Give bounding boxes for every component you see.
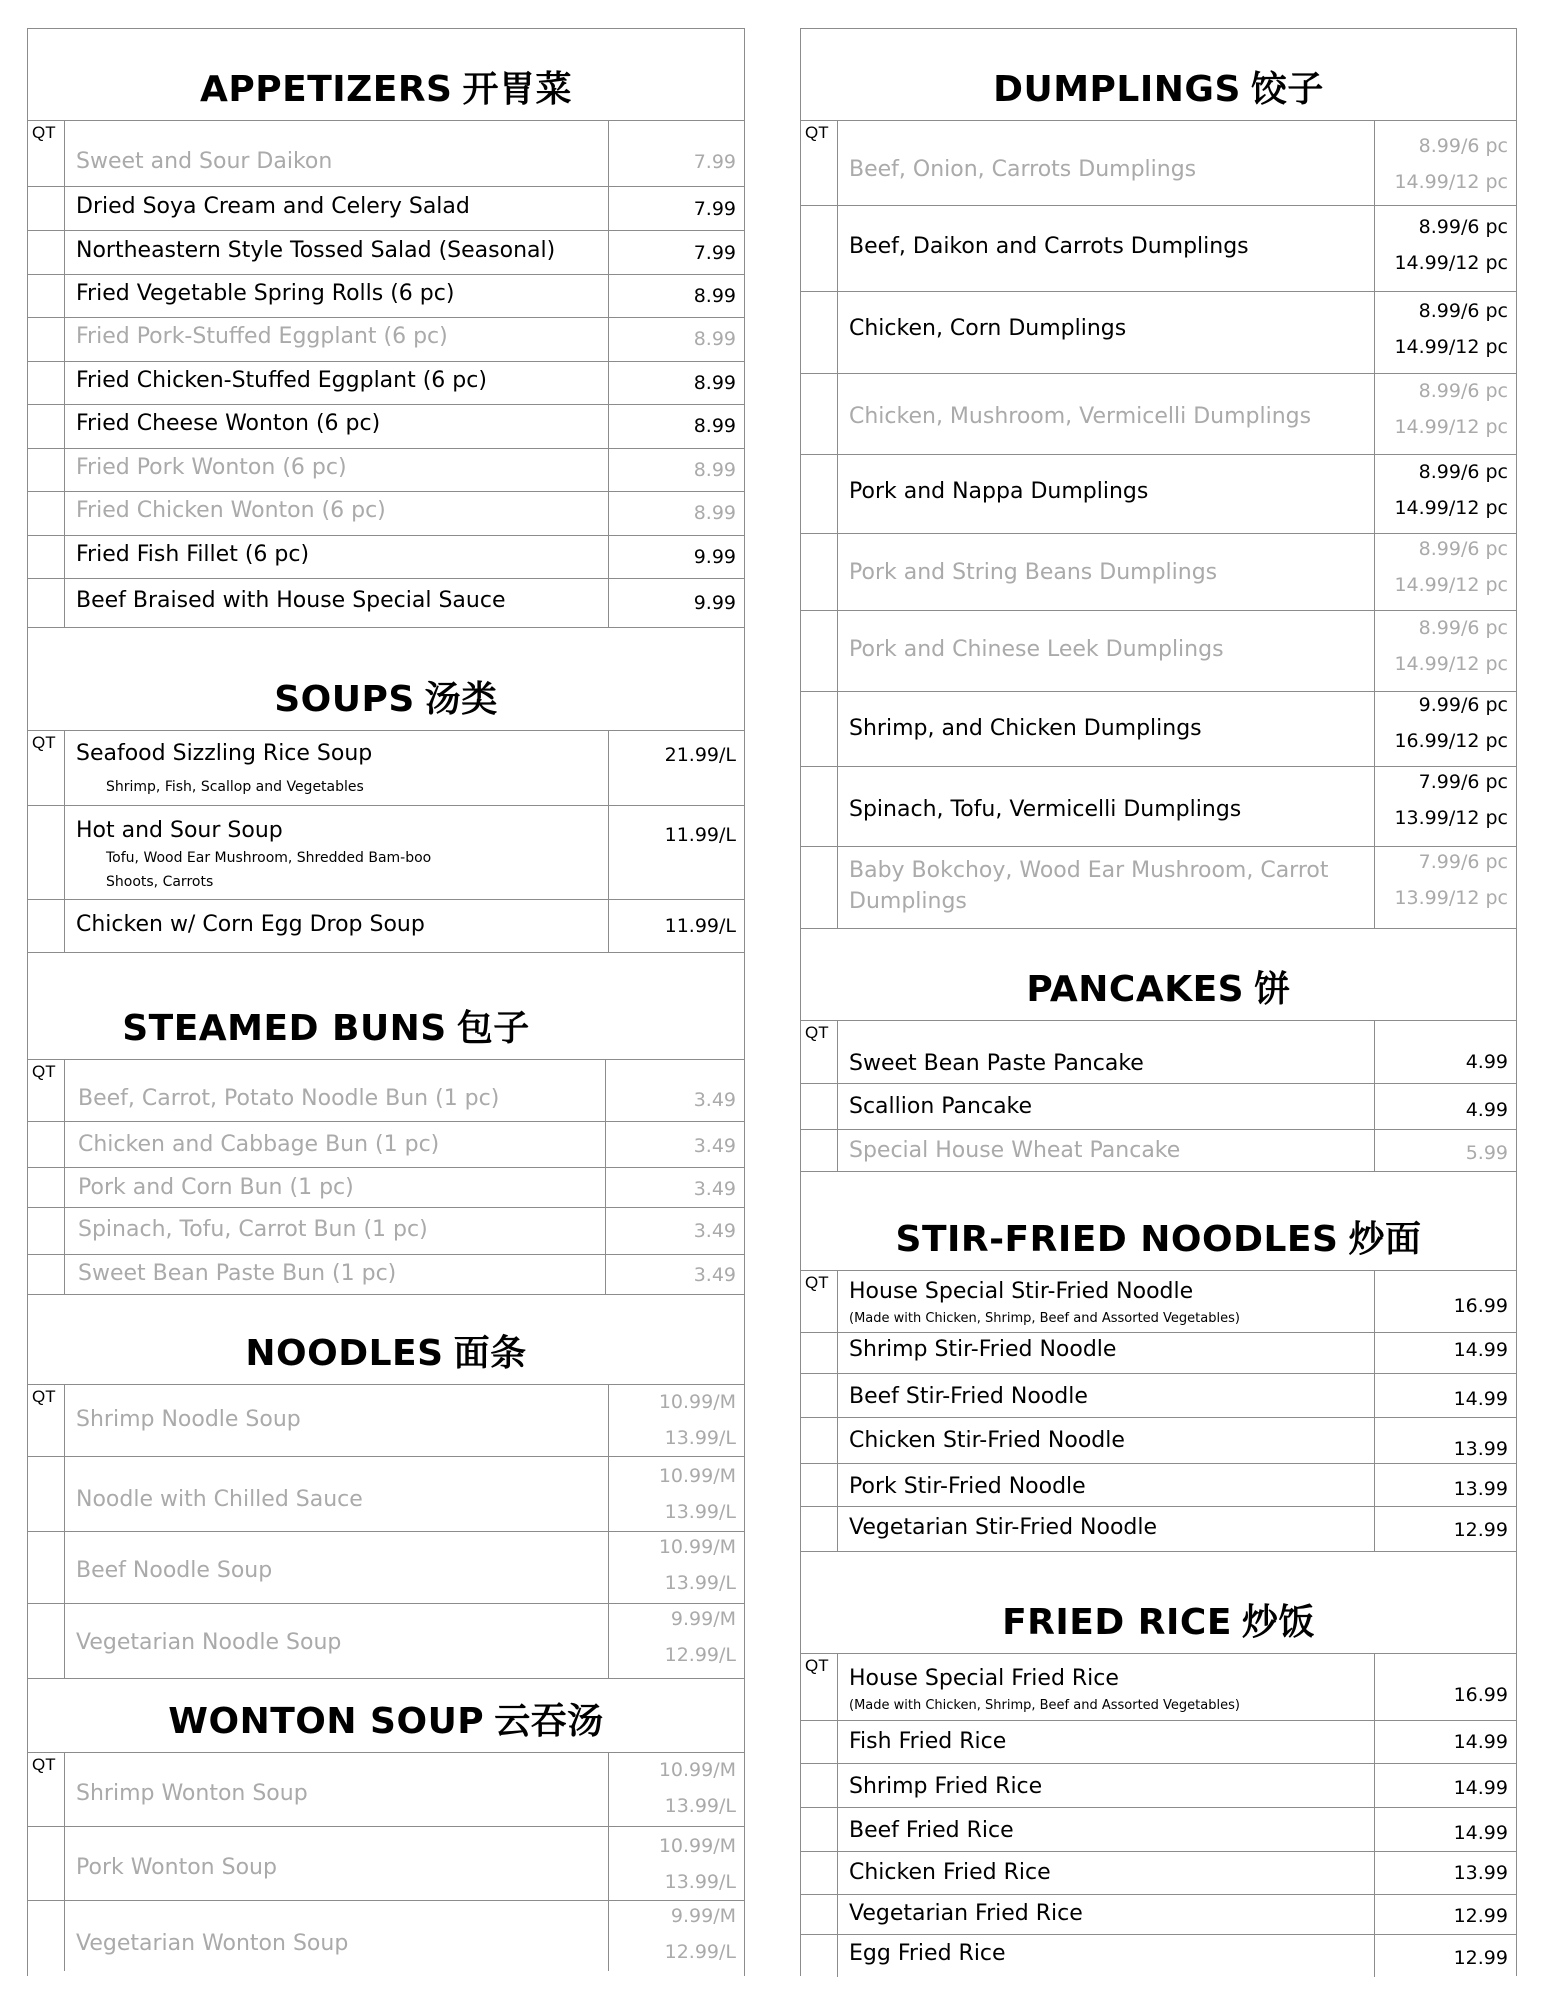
menu-item[interactable]	[801, 455, 1516, 534]
section-title: SOUPS 汤类	[274, 679, 498, 720]
section-header	[801, 929, 1516, 1021]
menu-item[interactable]	[801, 611, 1516, 692]
menu-item[interactable]	[801, 1721, 1516, 1764]
item-name: Spinach, Tofu, Vermicelli Dumplings	[849, 797, 1242, 822]
item-name: Fried Fish Fillet (6 pc)	[76, 542, 310, 567]
menu-item[interactable]	[28, 1255, 744, 1294]
item-price-6pc: 7.99/6 pc	[1418, 771, 1508, 793]
item-price-large: 13.99/L	[664, 1572, 736, 1594]
menu-item[interactable]	[28, 362, 744, 405]
menu-column-right	[800, 28, 1517, 1976]
item-name: Pork and Corn Bun (1 pc)	[78, 1175, 354, 1200]
menu-item[interactable]	[28, 1208, 744, 1255]
item-price: 8.99	[693, 415, 736, 437]
item-name: Seafood Sizzling Rice Soup	[76, 741, 373, 766]
item-price-medium: 10.99/M	[658, 1759, 736, 1781]
section-noodles	[28, 1295, 744, 1679]
item-name: Shrimp Noodle Soup	[76, 1407, 301, 1432]
item-price-6pc: 8.99/6 pc	[1418, 617, 1508, 639]
section-title: NOODLES 面条	[245, 1333, 527, 1374]
menu-item[interactable]	[28, 405, 744, 449]
item-table	[28, 1753, 744, 1971]
qt-label: QT	[32, 1387, 56, 1406]
item-name: Shrimp Stir-Fried Noodle	[849, 1337, 1117, 1362]
menu-item[interactable]	[801, 1374, 1516, 1418]
menu-item[interactable]	[801, 847, 1516, 928]
menu-item[interactable]	[28, 1604, 744, 1678]
qt-label: QT	[32, 733, 56, 752]
item-price-12pc: 13.99/12 pc	[1394, 887, 1508, 909]
section-fried-rice	[801, 1552, 1516, 1977]
section-steamed-buns	[28, 953, 744, 1295]
item-price-6pc: 8.99/6 pc	[1418, 380, 1508, 402]
item-name: Vegetarian Stir-Fried Noodle	[849, 1515, 1158, 1540]
section-header	[28, 628, 744, 731]
item-name: Chicken and Cabbage Bun (1 pc)	[78, 1132, 440, 1157]
item-price: 3.49	[693, 1264, 736, 1286]
menu-item[interactable]	[801, 1654, 1516, 1721]
section-soups	[28, 628, 744, 953]
item-price-large: 12.99/L	[664, 1941, 736, 1963]
item-price-large: 13.99/L	[664, 1427, 736, 1449]
item-price-6pc: 8.99/6 pc	[1418, 538, 1508, 560]
item-price-12pc: 14.99/12 pc	[1394, 252, 1508, 274]
menu-item[interactable]	[801, 1464, 1516, 1507]
item-name: Beef, Daikon and Carrots Dumplings	[849, 234, 1249, 259]
item-price: 13.99	[1453, 1862, 1508, 1884]
item-price-12pc: 14.99/12 pc	[1394, 336, 1508, 358]
item-name: Beef Braised with House Special Sauce	[76, 588, 506, 613]
section-header	[28, 953, 744, 1060]
item-table	[801, 121, 1516, 928]
item-price-large: 12.99/L	[664, 1644, 736, 1666]
menu-item[interactable]	[28, 1122, 744, 1168]
menu-item[interactable]	[28, 536, 744, 579]
item-name: Pork Wonton Soup	[76, 1855, 277, 1880]
item-price-6pc: 8.99/6 pc	[1418, 216, 1508, 238]
item-table	[801, 1654, 1516, 1977]
menu-item[interactable]	[28, 187, 744, 231]
item-price-12pc: 14.99/12 pc	[1394, 497, 1508, 519]
section-title: WONTON SOUP 云吞汤	[168, 1701, 604, 1742]
item-price: 7.99	[693, 198, 736, 220]
item-price: 21.99/L	[664, 744, 736, 766]
item-name: Pork Stir-Fried Noodle	[849, 1474, 1086, 1499]
item-price: 14.99	[1453, 1822, 1508, 1844]
section-wonton-soup	[28, 1679, 744, 1971]
item-table	[28, 731, 744, 952]
menu-item[interactable]	[801, 1333, 1516, 1374]
item-price: 8.99	[693, 285, 736, 307]
qt-label: QT	[805, 1023, 829, 1042]
item-price: 13.99	[1453, 1438, 1508, 1460]
item-name: Fried Pork-Stuffed Eggplant (6 pc)	[76, 324, 448, 349]
item-price-medium: 10.99/M	[658, 1465, 736, 1487]
item-name: Chicken, Corn Dumplings	[849, 316, 1127, 341]
item-price: 13.99	[1453, 1478, 1508, 1500]
item-price-6pc: 8.99/6 pc	[1418, 135, 1508, 157]
item-price: 9.99	[693, 592, 736, 614]
menu-item[interactable]	[801, 1130, 1516, 1171]
menu-item[interactable]	[28, 1060, 744, 1122]
menu-item[interactable]	[28, 1532, 744, 1604]
item-description: (Made with Chicken, Shrimp, Beef and Assorted Vegetables)	[849, 1311, 1240, 1326]
item-table	[801, 1271, 1516, 1551]
item-name: Beef, Carrot, Potato Noodle Bun (1 pc)	[78, 1086, 500, 1111]
item-name: Sweet and Sour Daikon	[76, 149, 333, 174]
menu-item[interactable]	[801, 1021, 1516, 1084]
item-name: Pork and Nappa Dumplings	[849, 479, 1149, 504]
item-name: Shrimp, and Chicken Dumplings	[849, 716, 1202, 741]
item-name: Sweet Bean Paste Pancake	[849, 1051, 1144, 1076]
item-price-medium: 10.99/M	[658, 1536, 736, 1558]
menu-item[interactable]	[801, 121, 1516, 206]
menu-item[interactable]	[28, 806, 744, 900]
item-price: 4.99	[1465, 1099, 1508, 1121]
item-price-12pc: 14.99/12 pc	[1394, 574, 1508, 596]
section-header	[801, 1172, 1516, 1271]
menu-item[interactable]	[801, 1507, 1516, 1551]
item-price-12pc: 13.99/12 pc	[1394, 807, 1508, 829]
item-name: Beef Fried Rice	[849, 1818, 1014, 1843]
item-name: Northeastern Style Tossed Salad (Seasonal)	[76, 238, 556, 263]
item-description: Shrimp, Fish, Scallop and Vegetables	[106, 779, 364, 795]
section-title: APPETIZERS 开胃菜	[199, 69, 573, 110]
item-price-large: 13.99/L	[664, 1501, 736, 1523]
menu-item[interactable]	[28, 1385, 744, 1457]
menu-item[interactable]	[28, 1168, 744, 1208]
qt-label: QT	[32, 1062, 56, 1081]
item-name: Special House Wheat Pancake	[849, 1138, 1181, 1163]
item-name: Fish Fried Rice	[849, 1729, 1007, 1754]
item-table	[28, 1385, 744, 1678]
menu-item[interactable]	[28, 492, 744, 536]
menu-item[interactable]	[801, 1418, 1516, 1464]
item-name: Noodle with Chilled Sauce	[76, 1487, 363, 1512]
item-price: 3.49	[693, 1089, 736, 1111]
item-description: Tofu, Wood Ear Mushroom, Shredded Bam-boo Shoots, Carrots	[106, 850, 432, 890]
item-price: 12.99	[1453, 1519, 1508, 1541]
section-header	[801, 1552, 1516, 1654]
section-title: FRIED RICE 炒饭	[1002, 1602, 1315, 1643]
qt-label: QT	[32, 1755, 56, 1774]
item-price-large: 13.99/L	[664, 1871, 736, 1893]
section-pancakes	[801, 929, 1516, 1172]
qt-label: QT	[805, 1273, 829, 1292]
item-name: Chicken, Mushroom, Vermicelli Dumplings	[849, 404, 1312, 429]
item-name: Fried Cheese Wonton (6 pc)	[76, 411, 381, 436]
menu-item[interactable]	[801, 1084, 1516, 1130]
menu-item[interactable]	[28, 449, 744, 492]
item-price-6pc: 8.99/6 pc	[1418, 461, 1508, 483]
section-header	[28, 29, 744, 121]
item-name: Pork and String Beans Dumplings	[849, 560, 1218, 585]
item-name: House Special Fried Rice	[849, 1666, 1119, 1691]
menu-item[interactable]	[801, 206, 1516, 292]
section-title: PANCAKES 饼	[1026, 969, 1291, 1010]
item-price: 8.99	[693, 372, 736, 394]
section-title: DUMPLINGS 饺子	[993, 69, 1324, 110]
item-name: Egg Fried Rice	[849, 1941, 1006, 1966]
item-price: 3.49	[693, 1135, 736, 1157]
menu-item[interactable]	[28, 1457, 744, 1532]
item-price: 12.99	[1453, 1905, 1508, 1927]
item-name: Pork and Chinese Leek Dumplings	[849, 637, 1224, 662]
item-name: Shrimp Wonton Soup	[76, 1781, 308, 1806]
item-table	[801, 1021, 1516, 1171]
menu-item[interactable]	[28, 731, 744, 806]
menu-item[interactable]	[801, 692, 1516, 767]
item-name: Vegetarian Noodle Soup	[76, 1630, 342, 1655]
section-header	[28, 1679, 744, 1753]
item-name: Beef, Onion, Carrots Dumplings	[849, 157, 1197, 182]
item-name: Hot and Sour Soup	[76, 818, 283, 843]
section-header	[28, 1295, 744, 1385]
item-name: Chicken Stir-Fried Noodle	[849, 1428, 1125, 1453]
item-price-12pc: 14.99/12 pc	[1394, 171, 1508, 193]
item-price-large: 13.99/L	[664, 1795, 736, 1817]
menu-item[interactable]	[28, 121, 744, 187]
section-stir-fried-noodles	[801, 1172, 1516, 1552]
section-header	[801, 29, 1516, 121]
item-price: 14.99	[1453, 1731, 1508, 1753]
item-price: 9.99	[693, 546, 736, 568]
section-dumplings	[801, 29, 1516, 929]
item-price: 3.49	[693, 1178, 736, 1200]
item-price: 12.99	[1453, 1947, 1508, 1969]
item-name: Shrimp Fried Rice	[849, 1774, 1043, 1799]
item-name: Vegetarian Fried Rice	[849, 1901, 1083, 1926]
item-price-6pc: 8.99/6 pc	[1418, 300, 1508, 322]
item-price-6pc: 7.99/6 pc	[1418, 851, 1508, 873]
item-name: Beef Noodle Soup	[76, 1558, 273, 1583]
item-price: 5.99	[1465, 1142, 1508, 1164]
menu-item[interactable]	[28, 900, 744, 952]
menu-item[interactable]	[801, 292, 1516, 374]
menu-item[interactable]	[801, 1808, 1516, 1852]
item-name: Dried Soya Cream and Celery Salad	[76, 194, 470, 219]
item-price-medium: 10.99/M	[658, 1835, 736, 1857]
item-name: Chicken w/ Corn Egg Drop Soup	[76, 912, 425, 937]
menu-item[interactable]	[801, 374, 1516, 455]
section-title: STIR-FRIED NOODLES 炒面	[895, 1219, 1422, 1260]
item-price: 14.99	[1453, 1339, 1508, 1361]
item-price: 8.99	[693, 459, 736, 481]
item-table	[28, 1060, 744, 1294]
section-title: STEAMED BUNS 包子	[122, 1008, 530, 1049]
item-price: 16.99	[1453, 1684, 1508, 1706]
item-price-12pc: 14.99/12 pc	[1394, 653, 1508, 675]
menu-item[interactable]	[801, 1764, 1516, 1808]
item-name: Vegetarian Wonton Soup	[76, 1931, 349, 1956]
qt-label: QT	[805, 1656, 829, 1675]
item-price: 8.99	[693, 328, 736, 350]
menu-column-left	[27, 28, 745, 1976]
item-name: House Special Stir-Fried Noodle	[849, 1279, 1194, 1304]
menu-item[interactable]	[801, 1935, 1516, 1977]
item-price: 4.99	[1465, 1051, 1508, 1073]
item-name: Scallion Pancake	[849, 1094, 1033, 1119]
menu-item[interactable]	[28, 1901, 744, 1971]
menu-item[interactable]	[28, 231, 744, 275]
item-price: 14.99	[1453, 1388, 1508, 1410]
qt-label: QT	[805, 123, 829, 142]
item-table	[28, 121, 744, 627]
menu-item[interactable]	[801, 1271, 1516, 1333]
item-name: Fried Pork Wonton (6 pc)	[76, 455, 347, 480]
item-price-6pc: 9.99/6 pc	[1418, 694, 1508, 716]
item-price: 7.99	[693, 151, 736, 173]
menu-item[interactable]	[28, 318, 744, 362]
item-price-12pc: 16.99/12 pc	[1394, 730, 1508, 752]
menu-item[interactable]	[28, 275, 744, 318]
menu-item[interactable]	[801, 1852, 1516, 1895]
item-price-medium: 9.99/M	[670, 1608, 736, 1630]
item-price: 11.99/L	[664, 915, 736, 937]
menu-item[interactable]	[28, 1827, 744, 1901]
menu-item[interactable]	[801, 534, 1516, 611]
qt-label: QT	[32, 123, 56, 142]
section-appetizers	[28, 29, 744, 628]
menu-item[interactable]	[801, 767, 1516, 847]
item-description: (Made with Chicken, Shrimp, Beef and Assorted Vegetables)	[849, 1698, 1240, 1713]
item-name: Fried Chicken-Stuffed Eggplant (6 pc)	[76, 368, 487, 393]
item-price: 16.99	[1453, 1295, 1508, 1317]
menu-item[interactable]	[28, 1753, 744, 1827]
item-price-medium: 10.99/M	[658, 1391, 736, 1413]
item-name: Baby Bokchoy, Wood Ear Mushroom, Carrot Dumplings	[849, 858, 1329, 914]
menu-item[interactable]	[28, 579, 744, 627]
menu-item[interactable]	[801, 1895, 1516, 1935]
item-price-12pc: 14.99/12 pc	[1394, 416, 1508, 438]
item-price: 11.99/L	[664, 824, 736, 846]
item-price-medium: 9.99/M	[670, 1905, 736, 1927]
item-price: 8.99	[693, 502, 736, 524]
item-price: 3.49	[693, 1220, 736, 1242]
item-name: Fried Chicken Wonton (6 pc)	[76, 498, 386, 523]
item-name: Sweet Bean Paste Bun (1 pc)	[78, 1261, 397, 1286]
item-price: 7.99	[693, 242, 736, 264]
item-price: 14.99	[1453, 1777, 1508, 1799]
item-name: Fried Vegetable Spring Rolls (6 pc)	[76, 281, 455, 306]
item-name: Chicken Fried Rice	[849, 1860, 1051, 1885]
item-name: Beef Stir-Fried Noodle	[849, 1384, 1088, 1409]
item-name: Spinach, Tofu, Carrot Bun (1 pc)	[78, 1217, 428, 1242]
